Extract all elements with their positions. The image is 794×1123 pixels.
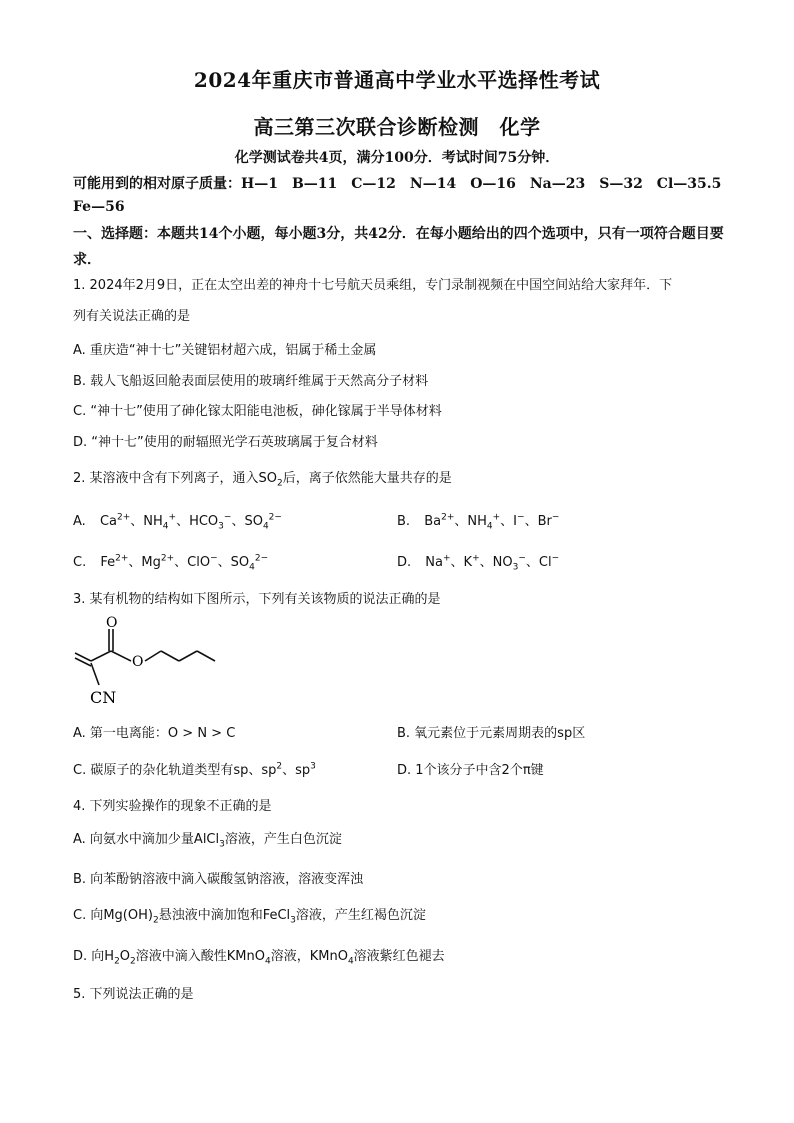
q4-option-d: D. 向$H_2O_2$溶液中滴入酸性KMnO$_4$溶液，KMnO$_4$溶液紫红色褪去 [73,949,445,967]
q2-stem-post: 后，离子依然能大量共存的是 [282,471,452,486]
q1-option-d: D. “神十七”使用的耐辐照光学石英玻璃属于复合材料 [73,435,378,450]
q2-stem-sub: 2 [277,478,283,489]
q2-option-a: A. $Ca^{2+}$、$NH_4^+$、$HCO_3^-$、$SO_4^{2-}$ [73,512,282,532]
q1-stem-line2: 列有关说法正确的是 [73,309,191,324]
q2-option-b: B. $Ba^{2+}$、$NH_4^+$、I−、Br− [397,512,560,532]
atomic-masses-line2: Fe—56 [73,199,125,215]
exam-subtitle: 高三第三次联合诊断检测 化学 [253,115,541,139]
q4-stem: 4. 下列实验操作的现象不正确的是 [73,799,272,814]
q2-option-c: C. $Fe^{2+}$、$Mg^{2+}$、ClO−、$SO_4^{2-}$ [73,553,269,573]
q2-option-d: D. Na+、K+、$NO_3^-$、Cl− [397,553,560,573]
molecule-structure [73,615,233,711]
q3-option-c: C. 碳原子的杂化轨道类型有sp、$sp^2$、$sp^3$ [73,761,316,778]
mol-carbonyl-o: O [106,615,118,631]
q1-option-b: B. 载人飞船返回舱表面层使用的玻璃纤维属于天然高分子材料 [73,374,429,389]
q1-option-c: C. “神十七”使用了砷化镓太阳能电池板，砷化镓属于半导体材料 [73,404,442,419]
q1-option-a: A. 重庆造“神十七”关键铝材超六成，铝属于稀土金属 [73,343,377,358]
q2-stem-so2: SO [258,471,278,486]
q4-option-c: C. 向$Mg(OH)_2$悬浊液中滴加饱和FeCl$_3$溶液，产生红褐色沉淀 [73,908,426,926]
q3-option-b: B. 氧元素位于元素周期表的sp区 [397,726,586,741]
q3-stem: 3. 某有机物的结构如下图所示，下列有关该物质的说法正确的是 [73,592,441,607]
q2-stem [73,467,452,489]
q1-stem-line1: 1. 2024年2月9日，正在太空出差的神舟十七号航天员乘组，专门录制视频在中国空间站给大家拜年．下 [73,278,673,293]
q4-option-a: A. 向氨水中滴加少量AlCl$_3$溶液，产生白色沉淀 [73,832,342,850]
q4-option-b: B. 向苯酚钠溶液中滴入碳酸氢钠溶液，溶液变浑浊 [73,872,364,887]
q3-option-a: A. 第一电离能：O > N > C [73,726,236,741]
mol-ester-o: O [132,654,144,670]
q5-stem: 5. 下列说法正确的是 [73,987,194,1002]
section-heading: 一、选择题：本题共14个小题，每小题3分，共42分．在每小题给出的四个选项中，只有一项符合题目要求． [73,226,724,268]
exam-info: 化学测试卷共4页，满分100分．考试时间75分钟． [234,150,560,166]
q3-option-d: D. 1个该分子中含2个π键 [397,763,544,778]
mol-cn: CN [90,688,117,707]
q2-stem-pre: 2. 某溶液中含有下列离子，通入 [73,471,259,486]
exam-title: 2024年重庆市普通高中学业水平选择性考试 [193,68,601,92]
atomic-masses-line1: 可能用到的相对原子质量：H—1 B—11 C—12 N—14 O—16 Na—23 S—32 Cl—35.5 [73,176,722,192]
atomic-masses [73,173,723,215]
